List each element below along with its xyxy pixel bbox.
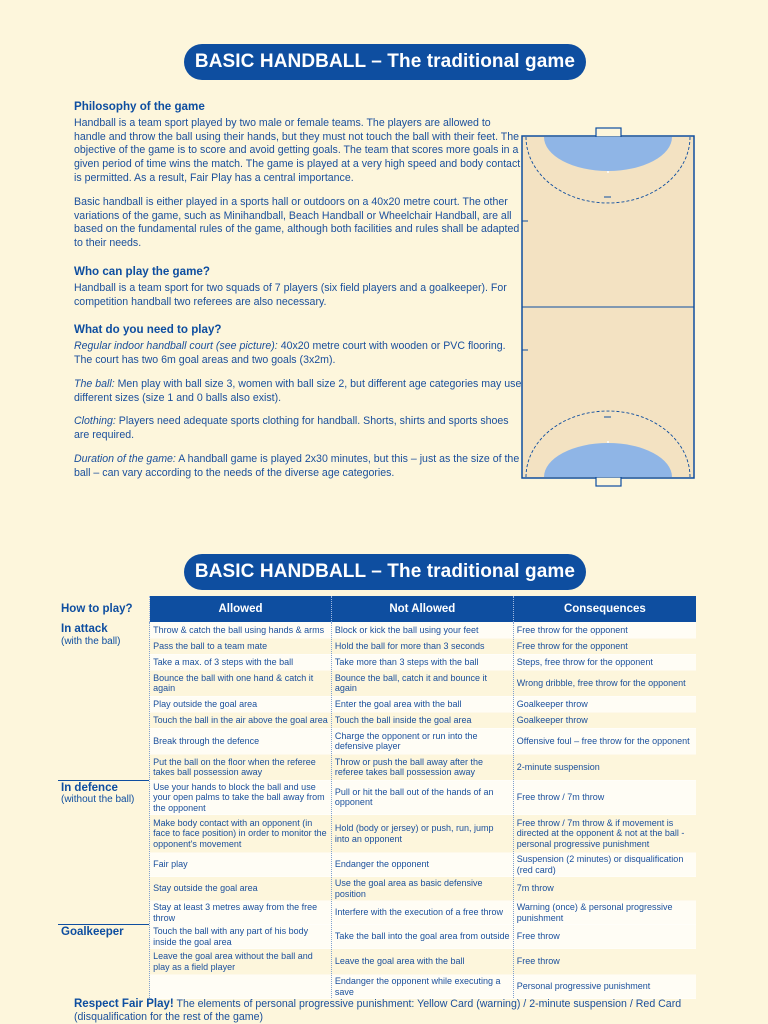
not-allowed-cell: Interfere with the execution of a free throw xyxy=(331,901,513,925)
clothing-label: Clothing: xyxy=(74,415,116,428)
consequence-cell: Wrong dribble, free throw for the opponent xyxy=(513,670,696,696)
consequence-cell: Goalkeeper throw xyxy=(513,712,696,728)
clothing-text: Players need adequate sports clothing for handball. Shorts, shirts and sports shoes are required. xyxy=(74,415,509,442)
court-diagram xyxy=(520,126,696,488)
who-heading: Who can play the game? xyxy=(74,264,210,278)
consequence-cell: Free throw for the opponent xyxy=(513,638,696,654)
consequence-cell: Offensive foul – free throw for the opponent xyxy=(513,728,696,754)
table-row xyxy=(58,696,696,712)
rules-body xyxy=(58,622,696,999)
consequence-cell: Free throw xyxy=(513,949,696,975)
table-row xyxy=(58,654,696,670)
not-allowed-cell: Bounce the ball, catch it and bounce it again xyxy=(331,670,513,696)
court-svg xyxy=(520,126,696,488)
table-row xyxy=(58,638,696,654)
goalkeeper-title: Goalkeeper xyxy=(61,926,124,938)
who-p1: Handball is a team sport for two squads of 7 players (six field players and a goalkeeper). For competition handball two referees are also necessary. xyxy=(74,281,507,308)
not-allowed-cell: Hold (body or jersey) or push, run, jump into an opponent xyxy=(331,815,513,853)
philosophy-p1: Handball is a team sport played by two male or female teams. The players are allowed to handle and throw the ball using their hands, but they must not touch the ball with their feet. The objective of the game is to score and avoid getting goals. The team that scores more goals in a given period of time wins the match. The game is played at a very high speed and body contact is permitted. As a result, Fair Play has a central importance. xyxy=(74,116,521,184)
allowed-cell: Break through the defence xyxy=(150,728,332,754)
rules-table xyxy=(58,596,696,999)
allowed-cell: Put the ball on the floor when the referee takes ball possession away xyxy=(150,754,332,780)
ball-label: The ball: xyxy=(74,377,115,390)
allowed-cell: Leave the goal area without the ball and play as a field player xyxy=(150,949,332,975)
defence-title: In defence xyxy=(61,781,118,794)
not-allowed-cell: Take more than 3 steps with the ball xyxy=(331,654,513,670)
table-row xyxy=(58,780,696,815)
col-consequences: Consequences xyxy=(513,596,696,622)
attack-subtitle: (with the ball) xyxy=(61,635,121,647)
not-allowed-cell: Block or kick the ball using your feet xyxy=(331,622,513,638)
col-not-allowed: Not Allowed xyxy=(331,596,513,622)
top-center-dot xyxy=(607,171,609,173)
how-to-play-label: How to play? xyxy=(61,602,133,615)
table-row xyxy=(58,754,696,780)
not-allowed-cell: Take the ball into the goal area from outside xyxy=(331,925,513,949)
not-allowed-cell: Leave the goal area with the ball xyxy=(331,949,513,975)
ball-text: Men play with ball size 3, women with ball size 2, but different age categories may use different sizes (size 1 and 0 balls also exist). xyxy=(74,377,522,404)
consequence-cell: Free throw for the opponent xyxy=(513,622,696,638)
page-banner-middle: BASIC HANDBALL – The traditional game xyxy=(184,554,586,590)
fair-play-label: Respect Fair Play! xyxy=(74,998,174,1010)
attack-group-label xyxy=(58,622,150,780)
page-banner-top: BASIC HANDBALL – The traditional game xyxy=(184,44,586,80)
consequence-cell: Warning (once) & personal progressive punishment xyxy=(513,901,696,925)
court-text: 40x20 metre court with wooden or PVC flooring. The court has two 6m goal areas and two goals (3x2m). xyxy=(74,340,506,366)
not-allowed-cell: Endanger the opponent while executing a save xyxy=(331,975,513,999)
rules-header-row xyxy=(58,596,696,622)
allowed-cell: Take a max. of 3 steps with the ball xyxy=(150,654,332,670)
not-allowed-cell: Hold the ball for more than 3 seconds xyxy=(331,638,513,654)
allowed-cell: Bounce the ball with one hand & catch it again xyxy=(150,670,332,696)
defence-group-label xyxy=(58,780,150,925)
defence-subtitle: (without the ball) xyxy=(61,794,135,805)
fair-play-text: The elements of personal progressive punishment: Yellow Card (warning) / 2-minute suspension / Red Card (disqualification for the rest of the game) xyxy=(74,998,682,1023)
goalkeeper-group-label xyxy=(58,925,150,999)
bottom-goal xyxy=(596,477,621,486)
court-label: Regular indoor handball court (see picture): xyxy=(74,340,278,353)
consequence-cell: Steps, free throw for the opponent xyxy=(513,654,696,670)
not-allowed-cell: Throw or push the ball away after the referee takes ball possession away xyxy=(331,754,513,780)
allowed-cell: Stay outside the goal area xyxy=(150,877,332,901)
not-allowed-cell: Enter the goal area with the ball xyxy=(331,696,513,712)
allowed-cell: Fair play xyxy=(150,853,332,877)
consequence-cell: 7m throw xyxy=(513,877,696,901)
consequence-cell: 2-minute suspension xyxy=(513,754,696,780)
consequence-cell: Personal progressive punishment xyxy=(513,975,696,999)
allowed-cell: Play outside the goal area xyxy=(150,696,332,712)
bottom-center-dot xyxy=(607,441,609,443)
table-row xyxy=(58,949,696,975)
what-section xyxy=(74,323,524,480)
duration-label: Duration of the game: xyxy=(74,452,176,465)
duration-paragraph xyxy=(74,453,524,481)
allowed-cell: Make body contact with an opponent (in face to face position) in order to monitor the opponent's movement xyxy=(150,815,332,853)
ball-paragraph xyxy=(74,378,524,406)
allowed-cell: Stay at least 3 metres away from the free throw xyxy=(150,901,332,925)
col-allowed: Allowed xyxy=(150,596,332,622)
not-allowed-cell: Endanger the opponent xyxy=(331,853,513,877)
clothing-paragraph xyxy=(74,415,524,443)
not-allowed-cell: Touch the ball inside the goal area xyxy=(331,712,513,728)
table-row xyxy=(58,975,696,999)
allowed-cell: Touch the ball in the air above the goal area xyxy=(150,712,332,728)
consequence-cell: Free throw / 7m throw & if movement is directed at the opponent & not at the ball - personal progressive punishment xyxy=(513,815,696,853)
table-row xyxy=(58,670,696,696)
table-row xyxy=(58,815,696,853)
table-row xyxy=(58,901,696,925)
allowed-cell: Touch the ball with any part of his body inside the goal area xyxy=(150,925,332,949)
attack-title: In attack xyxy=(61,623,108,635)
table-row xyxy=(58,925,696,949)
not-allowed-cell: Pull or hit the ball out of the hands of an opponent xyxy=(331,780,513,815)
table-row xyxy=(58,712,696,728)
table-row xyxy=(58,622,696,638)
who-section xyxy=(74,265,524,309)
table-row xyxy=(58,877,696,901)
allowed-cell: Throw & catch the ball using hands & arms xyxy=(150,622,332,638)
philosophy-p2: Basic handball is either played in a sports hall or outdoors on a 40x20 metre court. The other variations of the game, such as Minihandball, Beach Handball or Wheelchair Handball, are all based on the fundamental rules of the game, although both facilities and rules shall be adapted to their needs. xyxy=(74,195,520,250)
allowed-cell: Use your hands to block the ball and use your open palms to take the ball away from the opponent xyxy=(150,780,332,815)
court-paragraph xyxy=(74,340,524,368)
philosophy-section xyxy=(74,100,524,251)
philosophy-heading: Philosophy of the game xyxy=(74,100,205,113)
intro-text xyxy=(74,100,524,495)
table-row xyxy=(58,853,696,877)
consequence-cell: Free throw / 7m throw xyxy=(513,780,696,815)
consequence-cell: Free throw xyxy=(513,925,696,949)
fair-play-footer xyxy=(74,998,714,1024)
what-heading: What do you need to play? xyxy=(74,323,222,337)
allowed-cell: Pass the ball to a team mate xyxy=(150,638,332,654)
table-row xyxy=(58,728,696,754)
not-allowed-cell: Charge the opponent or run into the defensive player xyxy=(331,728,513,754)
allowed-cell xyxy=(150,975,332,999)
consequence-cell: Suspension (2 minutes) or disqualification (red card) xyxy=(513,853,696,877)
duration-text: A handball game is played 2x30 minutes, but this – just as the size of the ball – can vary according to the needs of the diverse age categories. xyxy=(74,452,520,479)
consequence-cell: Goalkeeper throw xyxy=(513,696,696,712)
top-goal xyxy=(596,128,621,137)
not-allowed-cell: Use the goal area as basic defensive position xyxy=(331,877,513,901)
